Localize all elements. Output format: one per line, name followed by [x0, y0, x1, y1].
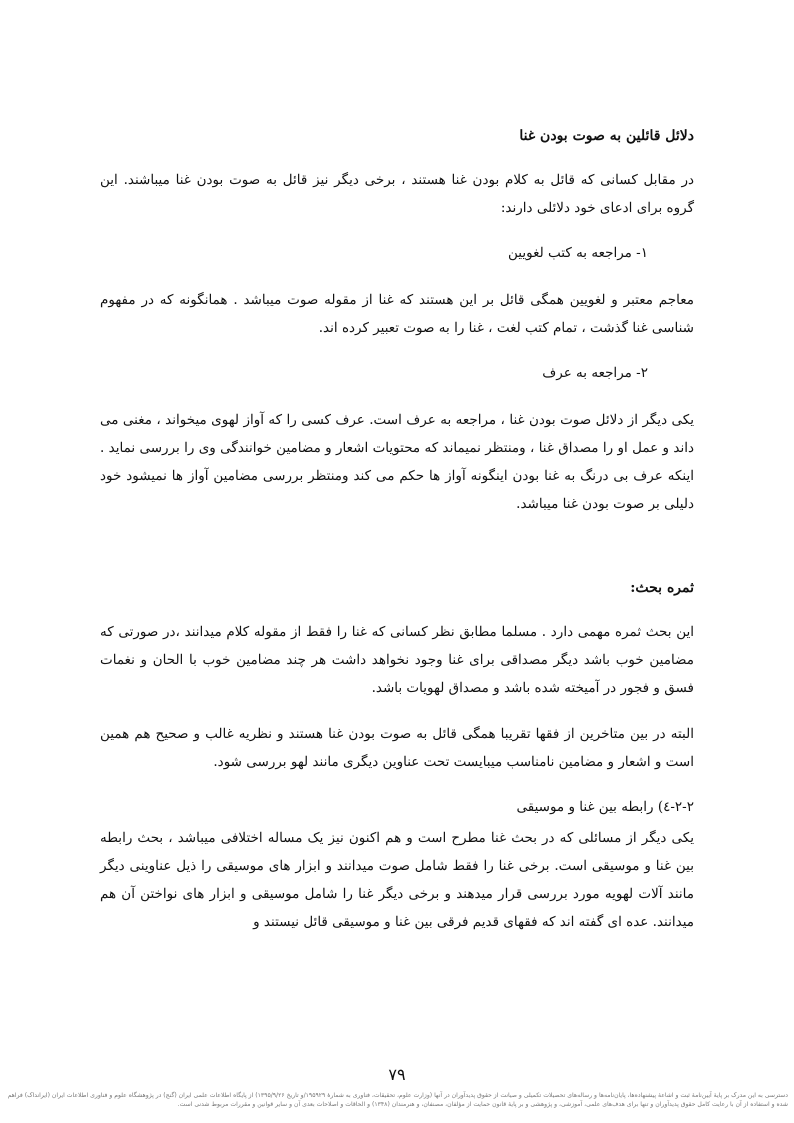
footer-disclaimer: دسترسی به این مدرک بر پایهٔ آیین‌نامهٔ ثبت و اشاعهٔ پیشنهاده‌ها، پایان‌نامه‌ها و رساله‌های تحصیلات تکمیلی و صیانت از حقوق پدیدآوران در آنها (وزارت علوم، تحقیقات، فناوری به شمارهٔ ۱۹۵۹۲۹/و تاریخ ۱۳۹۵/۹/۲۶) از پایگاه اطلاعات علمی ایران (گنج) در پژوهشگاه علوم و فناوری اطلاعات ایران (ایرانداک) فراهم شده و استفاده از آن با رعایت کامل حقوق پدیدآوران و تنها برای هدف‌های علمی، آموزشی، و پژوهشی و بر پایهٔ قانون حمایت از مؤلفان، مصنفان، و هنرمندان (۱۳۴۸) و الحاقات و اصلاحات بعدی آن و سایر قوانین و مقررات مربوط شدنی است. [7, 1092, 788, 1108]
result-paragraph-2: البته در بین متاخرین از فقها تقریبا همگی قائل به صوت بودن غنا هستند و نظریه غالب و صحیح هم همین است و اشعار و مضامین نامناسب میبایست تحت عناوین دیگری مانند لهو بررسی شود. [100, 726, 694, 770]
section-heading-result: ثمره بحث: [630, 580, 694, 596]
intro-paragraph: در مقابل کسانی که قائل به کلام بودن غنا هستند ، برخی دیگر نیز قائل به صوت بودن غنا میباشند. این گروه برای ادعای خود دلائلی دارند: [100, 172, 694, 216]
item-1-paragraph: معاجم معتبر و لغویین همگی قائل بر این هستند که غنا از مقوله صوت میباشد . همانگونه که در مفهوم شناسی غنا گذشت ، تمام کتب لغت ، غنا را به صوت تعبیر کرده اند. [100, 292, 694, 336]
page-content [100, 128, 694, 954]
item-1-title: ۱- مراجعه به کتب لغویین [508, 245, 648, 261]
section-heading-arguments: دلائل قائلین به صوت بودن غنا [519, 128, 694, 144]
page-number: ۷۹ [388, 1065, 406, 1084]
item-2-paragraph: یکی دیگر از دلائل صوت بودن غنا ، مراجعه به عرف است. عرف کسی را که آواز لهوی میخواند ، مغنی می داند و عمل او را مصداق غنا ، ومنتظر نمیماند که محتویات اشعار و مضامین خوانندگی وی را بررسی نماید . اینکه عرف بی درنگ به غنا بودن اینگونه آواز ها حکم می کند ومنتظر بررسی مضامین آواز ها نمیشود خود دلیلی بر صوت بودن غنا میباشد. [100, 412, 694, 512]
section-spacer [100, 536, 694, 580]
section-heading-music: ۲-۲-٤) رابطه بین غنا و موسیقی [516, 799, 694, 815]
result-paragraph-1: این بحث ثمره مهمی دارد . مسلما مطابق نظر کسانی که غنا را فقط از مقوله کلام میدانند ،در صورتی که مضامین خوب باشد دیگر مصداقی برای غنا وجود نخواهد داشت هر چند مضامین خوب با الحان و نغمات فسق و فجور در آمیخته شده باشد و مصداق لهویات باشد. [100, 624, 694, 696]
item-2-title: ۲- مراجعه به عرف [542, 365, 648, 381]
music-paragraph: یکی دیگر از مسائلی که در بحث غنا مطرح است و هم اکنون نیز یک مساله اختلافی میباشد ، بحث رابطه بین غنا و موسیقی است. برخی غنا را فقط شامل صوت میدانند و ابزار های موسیقی را ذیل عناوینی دیگر مانند آلات لهویه مورد بررسی قرار میدهند و برخی دیگر غنا را شامل موسیقی و ابزار های نواختن آن هم میدانند. عده ای گفته اند که فقهای قدیم فرقی بین غنا و موسیقی قائل نیستند و [100, 830, 694, 930]
